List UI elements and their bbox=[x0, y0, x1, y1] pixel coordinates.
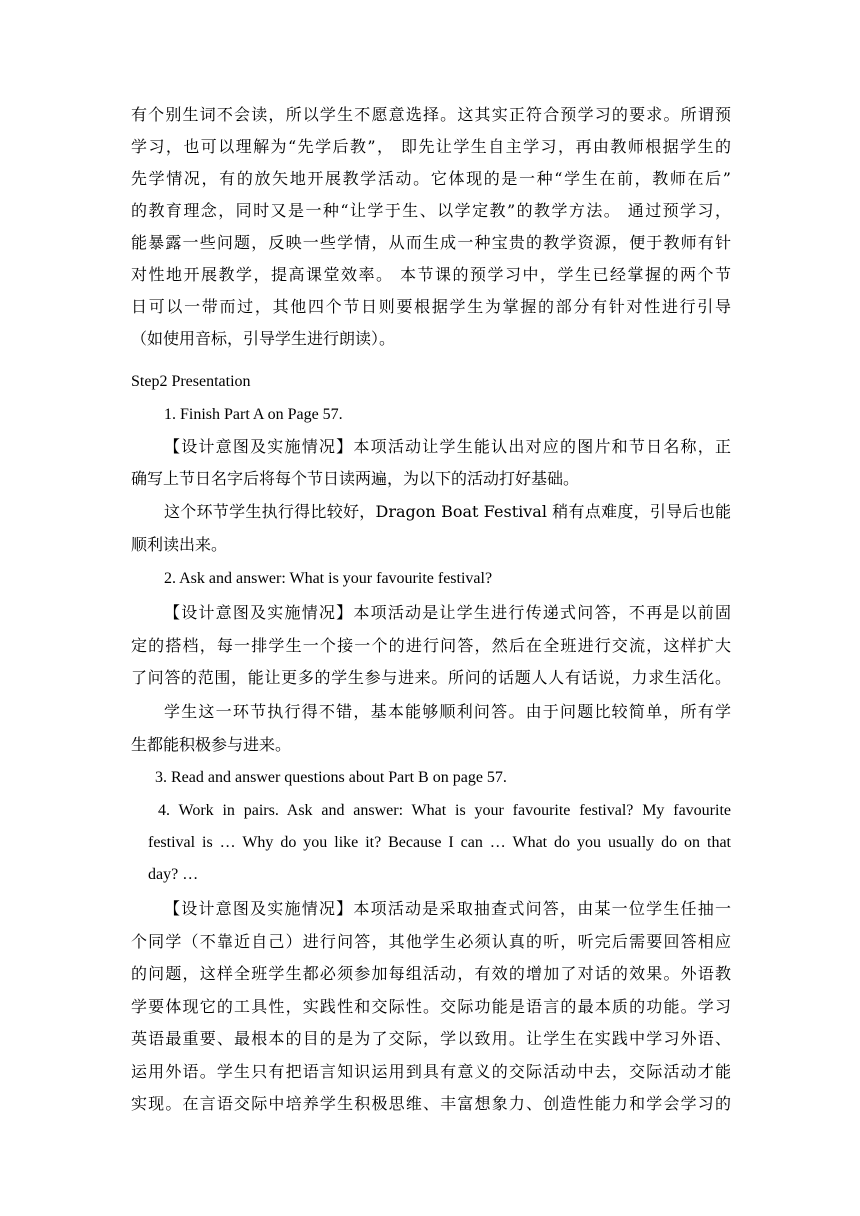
paragraph-line: 的问题，这样全班学生都必须参加每组活动，有效的增加了对话的效果。外语教 bbox=[131, 964, 731, 983]
list-item: 1. Finish Part A on Page 57. bbox=[164, 406, 343, 423]
paragraph-line: 对性地开展教学，提高课堂效率。 本节课的预学习中，学生已经掌握的两个节 bbox=[131, 265, 731, 284]
paragraph-line: 顺利读出来。 bbox=[131, 535, 228, 554]
paragraph-line: 先学情况，有的放矢地开展教学活动。它体现的是一种“学生在前，教师在后” bbox=[131, 169, 731, 188]
paragraph-line: 的教育理念，同时又是一种“让学于生、以学定教”的教学方法。 通过预学习， bbox=[131, 201, 731, 220]
paragraph-line: 学生这一环节执行得不错，基本能够顺利问答。由于问题比较简单，所有学 bbox=[164, 702, 731, 721]
paragraph-line: 【设计意图及实施情况】本项活动是采取抽查式问答，由某一位学生任抽一 bbox=[164, 899, 731, 918]
list-item: 2. Ask and answer: What is your favourite festival? bbox=[164, 570, 493, 587]
paragraph-line: 确写上节日名字后将每个节日读两遍，为以下的活动打好基础。 bbox=[131, 469, 580, 488]
list-item: 3. Read and answer questions about Part B on page 57. bbox=[155, 769, 507, 786]
paragraph-line: 了问答的范围，能让更多的学生参与进来。所问的话题人人有话说，力求生活化。 bbox=[131, 668, 731, 687]
step-heading: Step2 Presentation bbox=[131, 373, 251, 390]
paragraph-line: 运用外语。学生只有把语言知识运用到具有意义的交际活动中去，交际活动才能 bbox=[131, 1062, 731, 1081]
paragraph-line: 英语最重要、最根本的目的是为了交际，学以致用。让学生在实践中学习外语、 bbox=[131, 1029, 731, 1048]
paragraph-line: 学习，也可以理解为“先学后教”， 即先让学生自主学习，再由教师根据学生的 bbox=[131, 137, 731, 156]
list-item: day? … bbox=[148, 866, 199, 883]
list-item: 4. Work in pairs. Ask and answer: What is your favourite festival? My favourite bbox=[158, 802, 731, 819]
paragraph-line: （如使用音标，引导学生进行朗读）。 bbox=[131, 329, 396, 348]
paragraph-line: 生都能积极参与进来。 bbox=[131, 735, 292, 754]
paragraph-line: 个同学（不靠近自己）进行问答，其他学生必须认真的听，听完后需要回答相应 bbox=[131, 932, 731, 951]
paragraph-line: 实现。在言语交际中培养学生积极思维、丰富想象力、创造性能力和学会学习的 bbox=[131, 1094, 731, 1113]
paragraph-line: 有个别生词不会读，所以学生不愿意选择。这其实正符合预学习的要求。所谓预 bbox=[131, 105, 731, 124]
paragraph-line: 【设计意图及实施情况】本项活动是让学生进行传递式问答，不再是以前固 bbox=[164, 603, 731, 622]
paragraph-line: 能暴露一些问题，反映一些学情，从而生成一种宝贵的教学资源，便于教师有针 bbox=[131, 233, 731, 252]
paragraph-line: 定的搭档，每一排学生一个接一个的进行问答，然后在全班进行交流，这样扩大 bbox=[131, 636, 731, 655]
paragraph-line: 学要体现它的工具性，实践性和交际性。交际功能是语言的最本质的功能。学习 bbox=[131, 997, 731, 1016]
paragraph-line: 日可以一带而过，其他四个节日则要根据学生为掌握的部分有针对性进行引导 bbox=[131, 297, 731, 316]
list-item: festival is … Why do you like it? Because I can … What do you usually do on that bbox=[148, 834, 731, 851]
paragraph-line: 【设计意图及实施情况】本项活动让学生能认出对应的图片和节日名称，正 bbox=[164, 437, 731, 456]
paragraph-line: 这个环节学生执行得比较好，Dragon Boat Festival 稍有点难度，引导后也能 bbox=[164, 502, 731, 521]
